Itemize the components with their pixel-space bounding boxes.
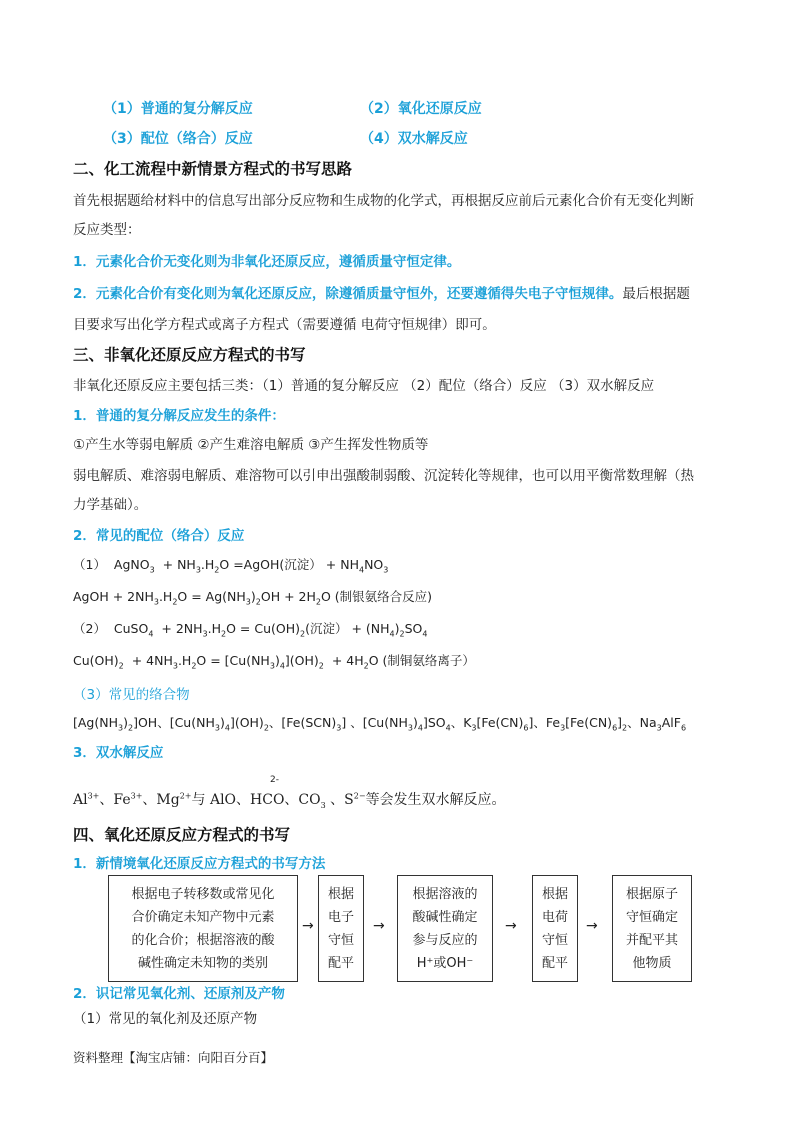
section4-sub1: 1．新情境氧化还原反应方程式的书写方法 (73, 856, 326, 872)
section3-sub1: 1．普通的复分解反应发生的条件： (73, 408, 285, 424)
flow-box-2-line: 电子 (327, 909, 354, 925)
equation-1: （1） AgNO$_3$ + $NH_3.H_2O$ =AgOH(沉淀） + $NH_4NO_3$ (73, 557, 389, 575)
section3-sub3: 3．双水解反应 (73, 745, 164, 761)
section3-conditions: ①产生水等弱电解质 ②产生难溶电解质 ③产生挥发性物质等 (73, 437, 429, 453)
section4-sub2: 2．识记常见氧化剂、还原剂及产物 (73, 986, 285, 1002)
section2-rule2 (73, 282, 690, 302)
footer-note: 资料整理【淘宝店铺：向阳百分百】 (73, 1050, 274, 1065)
section2-rule2-tail: 最后根据题 (622, 286, 690, 302)
section3-intro: 非氧化还原反应主要包括三类：（1）普通的复分解反应 （2）配位（络合）反应 （3）双水解反应 (73, 378, 655, 394)
flow-arrow-2: → (373, 918, 385, 934)
section3-explain-line1: 弱电解质、难溶弱电解质、难溶物可以引申出强酸制弱酸、沉淀转化等规律，也可以用平衡常数理解（热 (73, 468, 694, 484)
equation-2-note: (制银氨络合反应) (334, 589, 433, 604)
section2-rule2-line2: 目要求写出化学方程式或离子方程式（需要遵循 电荷守恒规律）即可。 (73, 317, 496, 333)
flow-box-1-line: 的化合价；根据溶液的酸 (131, 932, 275, 948)
type-3: （3）配位（络合）反应 (103, 131, 253, 147)
flow-box-4-line: 守恒 (541, 932, 568, 948)
flow-arrow-3: → (505, 918, 517, 934)
section4-heading: 四、氧化还原反应方程式的书写 (73, 826, 291, 844)
section2-intro-line2: 反应类型： (73, 222, 141, 238)
flow-box-4 (532, 875, 578, 982)
carbonate-charge: 2- (270, 775, 279, 785)
equation-4: $Cu(OH)_2 + 4NH_3.H_2O = [Cu(NH_3)_4](OH)_2 + 4H_2O$ (制铜氨络离子） (73, 653, 475, 671)
flow-box-2 (318, 875, 364, 982)
equation-2: AgOH + $2NH_3.H_2O = Ag(NH_3)_2OH + 2H_2O$ (制银氨络合反应) (73, 589, 433, 607)
flow-box-3-line: 根据溶液的 (412, 886, 478, 902)
flow-box-4-line: 配平 (541, 955, 568, 971)
flow-box-1-line: 根据电子转移数或常见化 (131, 886, 275, 902)
equation-3-label: （2） (73, 621, 106, 636)
hydrolysis-ions: $Al^{3+}$、$Fe^{3+}$、$Mg^{2+}$与 AlO、HCO、$CO_3$ 、$S^{2-}$等会发生双水解反应。 (73, 791, 506, 810)
flow-box-4-line: 电荷 (541, 909, 568, 925)
section2-intro-line1: 首先根据题给材料中的信息写出部分反应物和生成物的化学式，再根据反应前后元素化合价有无变化判断 (73, 193, 694, 209)
flow-box-3 (397, 875, 493, 982)
flow-box-5-line: 根据原子 (625, 886, 678, 902)
section3-heading: 三、非氧化还原反应方程式的书写 (73, 346, 306, 364)
equation-3-note: (沉淀） (305, 621, 348, 636)
flow-box-1-line: 合价确定未知产物中元素 (131, 909, 275, 925)
flow-box-5-line: 他物质 (632, 955, 672, 971)
section3-sub2-3: （3）常见的络合物 (73, 687, 190, 703)
flow-box-1-line: 碱性确定未知物的类别 (137, 955, 268, 971)
type-4: （4）双水解反应 (360, 131, 468, 147)
type-1: （1）普通的复分解反应 (103, 101, 253, 117)
flow-arrow-4: → (586, 918, 598, 934)
hydrolysis-tail: 等会发生双水解反应。 (365, 792, 506, 808)
flow-box-3-ion: H⁺或OH⁻ (416, 955, 474, 971)
flow-box-5-line: 守恒确定 (625, 909, 678, 925)
flow-box-2-line: 根据 (327, 886, 354, 902)
flow-box-1 (108, 875, 298, 982)
equation-1-label: （1） (73, 557, 106, 572)
section2-rule2-bold: 2．元素化合价有变化则为氧化还原反应，除遵循质量守恒外，还要遵循得失电子守恒规律。 (73, 286, 623, 302)
section2-rule1: 1．元素化合价无变化则为非氧化还原反应，遵循质量守恒定律。 (73, 254, 461, 270)
flow-box-4-line: 根据 (541, 886, 568, 902)
complex-list: $[Ag(NH_3)_2]OH$、$[Cu(NH_3)_4](OH)_2$、$[Fe(SCN)_3]$ 、$[Cu(NH_3)_4]SO_4$、$K_3[Fe(CN)_6]$、$Fe_3[Fe(CN)_6]_2$、$Na_3AlF_6$ (73, 715, 687, 733)
flow-box-3-line: 酸碱性确定 (412, 909, 478, 925)
equation-3: （2） CuSO$_4$ + $2NH_3.H_2O = Cu(OH)_2$(沉淀） + $(NH_4)_2SO_4$ (73, 621, 428, 639)
equation-4-note: (制铜氨络离子） (382, 653, 475, 668)
section3-explain-line2: 力学基础）。 (73, 497, 148, 513)
section4-sub2-1: （1）常见的氧化剂及还原产物 (73, 1011, 258, 1027)
flow-box-2-line: 配平 (327, 955, 354, 971)
section3-sub2: 2．常见的配位（络合）反应 (73, 528, 245, 544)
flow-box-5 (612, 875, 692, 982)
flow-arrow-1: → (302, 918, 314, 934)
type-2: （2）氧化还原反应 (360, 101, 482, 117)
equation-1-note: (沉淀） (279, 557, 322, 572)
flow-box-2-line: 守恒 (327, 932, 354, 948)
section2-heading: 二、化工流程中新情景方程式的书写思路 (73, 160, 353, 178)
flow-box-5-line: 并配平其 (625, 932, 678, 948)
flow-box-3-line: 参与反应的 (412, 932, 478, 948)
